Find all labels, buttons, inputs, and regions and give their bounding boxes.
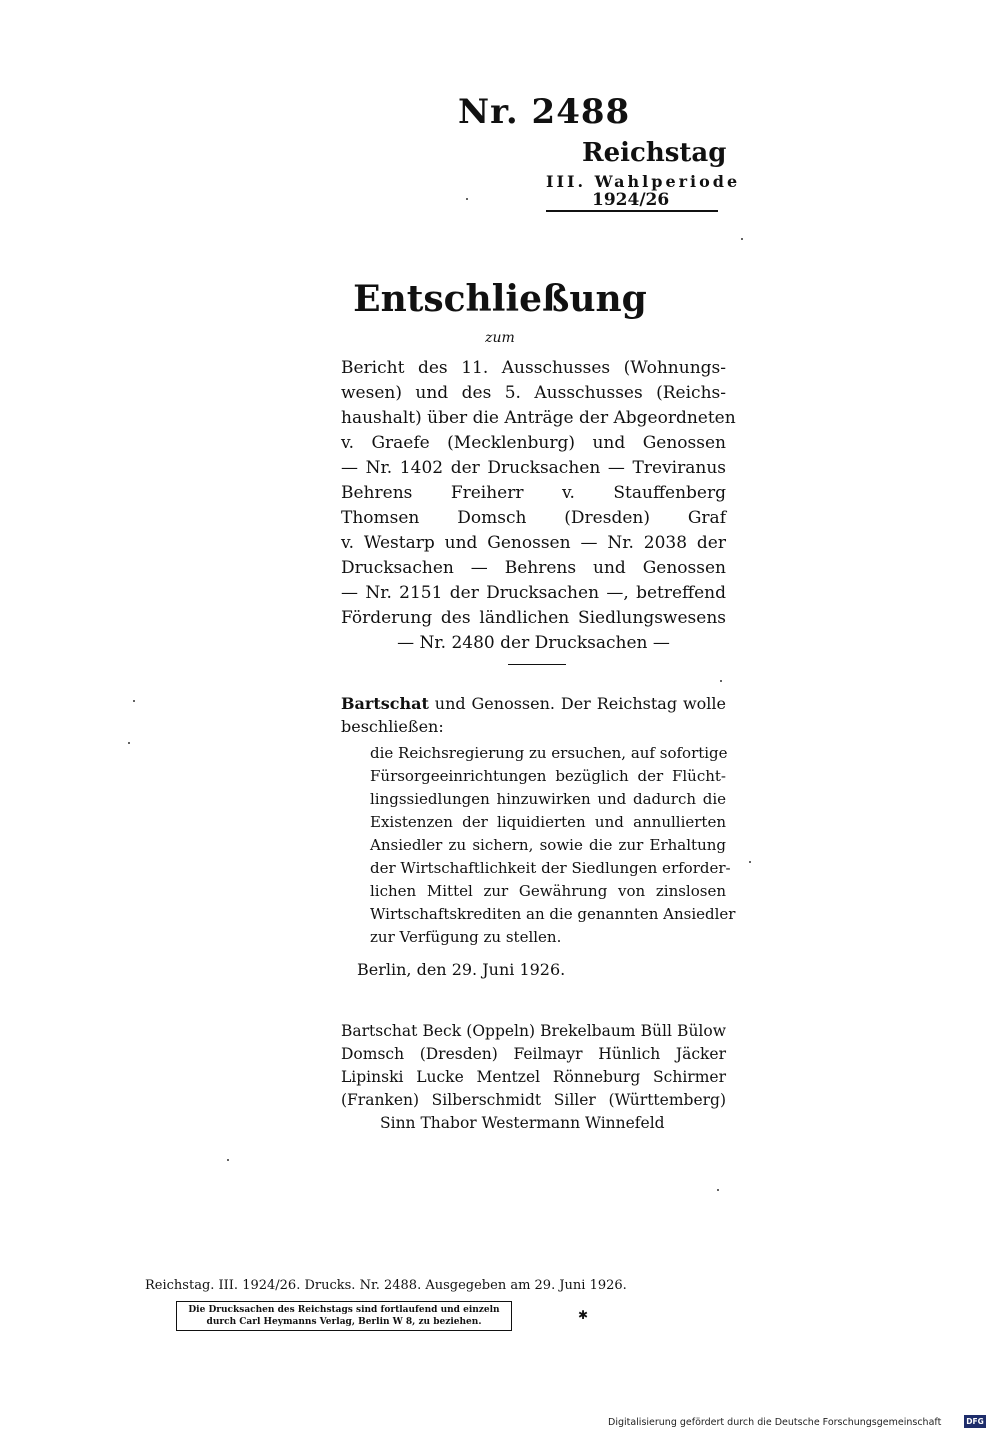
- scan-speck: [128, 742, 130, 744]
- resolution-line: Existenzen der liquidierten und annullierten: [370, 813, 726, 831]
- subject-line: v. Westarp und Genossen — Nr. 2038 der: [341, 533, 726, 553]
- resolution-line: Ansiedler zu sichern, sowie die zur Erhaltung: [370, 836, 726, 854]
- footer-notice-box: [176, 1301, 512, 1331]
- date-line: Berlin, den 29. Juni 1926.: [357, 960, 566, 979]
- scan-speck: [717, 1189, 719, 1191]
- signature-line: Lipinski Lucke Mentzel Rönneburg Schirmer: [341, 1068, 726, 1086]
- dfg-logo: DFG: [964, 1415, 986, 1428]
- footer-notice-line: Die Drucksachen des Reichstags sind fortlaufend und einzeln: [188, 1305, 500, 1315]
- scan-speck: [749, 861, 751, 863]
- subject-line: Thomsen Domsch (Dresden) Graf: [341, 508, 726, 528]
- signature-line: Sinn Thabor Westermann Winnefeld: [380, 1114, 665, 1132]
- subject-line: Bericht des 11. Ausschusses (Wohnungs-: [341, 358, 726, 378]
- scan-speck: [741, 238, 743, 240]
- scan-speck: [133, 700, 135, 702]
- motion-line: [341, 693, 726, 715]
- footer-notice-line: durch Carl Heymanns Verlag, Berlin W 8, zu beziehen.: [206, 1317, 482, 1327]
- zum-label: zum: [485, 330, 515, 346]
- section-divider: [508, 664, 566, 665]
- resolution-line: Wirtschaftskrediten an die genannten Ansiedler: [370, 905, 736, 923]
- subject-line: wesen) und des 5. Ausschusses (Reichs-: [341, 383, 726, 403]
- subject-line: — Nr. 2480 der Drucksachen —: [397, 633, 670, 653]
- subject-line: Förderung des ländlichen Siedlungswesens: [341, 608, 726, 628]
- document-number: Nr. 2488: [458, 92, 631, 132]
- reichstag-heading: Reichstag: [582, 138, 727, 168]
- resolution-line: lichen Mittel zur Gewährung von zinslosen: [370, 882, 726, 900]
- signature-line: Domsch (Dresden) Feilmayr Hünlich Jäcker: [341, 1045, 726, 1063]
- page-title: Entschließung: [353, 278, 647, 320]
- resolution-line: lingssiedlungen hinzuwirken und dadurch die: [370, 790, 726, 808]
- star-mark: ✱: [578, 1308, 589, 1322]
- resolution-line: zur Verfügung zu stellen.: [370, 928, 562, 946]
- digitization-credit: Digitalisierung gefördert durch die Deutsche Forschungsgemeinschaft: [608, 1417, 942, 1428]
- subject-line: — Nr. 2151 der Drucksachen —, betreffend: [341, 583, 726, 603]
- subject-line: Behrens Freiherr v. Stauffenberg: [341, 483, 726, 503]
- motion-text: und Genossen. Der Reichstag wolle: [434, 694, 726, 713]
- years-label: 1924/26: [592, 190, 670, 210]
- scan-speck: [720, 680, 722, 682]
- subject-line: haushalt) über die Anträge der Abgeordneten: [341, 408, 736, 428]
- wahlperiode-label: III. Wahlperiode: [546, 172, 741, 191]
- subject-line: v. Graefe (Mecklenburg) und Genossen: [341, 433, 726, 453]
- resolution-line: die Reichsregierung zu ersuchen, auf sofortige: [370, 744, 728, 762]
- motion-line: beschließen:: [341, 717, 444, 736]
- scan-speck: [227, 1159, 229, 1161]
- motion-author: Bartschat: [341, 694, 429, 713]
- footer-publication-line: Reichstag. III. 1924/26. Drucks. Nr. 2488. Ausgegeben am 29. Juni 1926.: [145, 1278, 627, 1293]
- subject-line: — Nr. 1402 der Drucksachen — Treviranus: [341, 458, 726, 478]
- signature-line: (Franken) Silberschmidt Siller (Württemberg): [341, 1091, 726, 1109]
- resolution-line: der Wirtschaftlichkeit der Siedlungen erforder-: [370, 859, 731, 877]
- scan-speck: [466, 198, 468, 200]
- signature-line: Bartschat Beck (Oppeln) Brekelbaum Büll Bülow: [341, 1022, 726, 1040]
- header-rule: [546, 210, 718, 212]
- resolution-line: Fürsorgeeinrichtungen bezüglich der Flücht-: [370, 767, 726, 785]
- subject-line: Drucksachen — Behrens und Genossen: [341, 558, 726, 578]
